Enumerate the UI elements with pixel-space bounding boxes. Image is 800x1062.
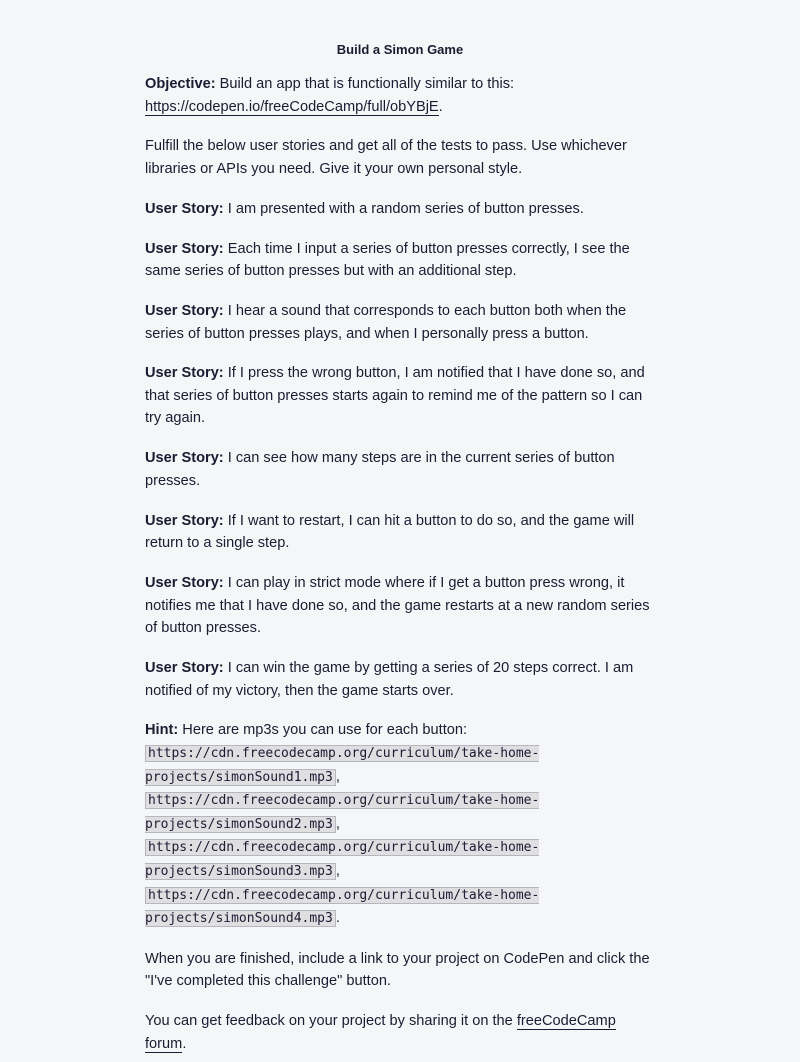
user-story-label: User Story: xyxy=(145,240,224,257)
finished-paragraph: When you are finished, include a link to your project on CodePen and click the "I've completed this challenge" button. xyxy=(145,950,650,990)
sound-url-1: https://cdn.freecodecamp.org/curriculum/take-home-projects/simonSound1.mp3 xyxy=(145,745,540,785)
separator: , xyxy=(335,768,340,785)
feedback-end: . xyxy=(182,1035,187,1052)
forum-link[interactable]: freeCodeCamp forum xyxy=(145,1013,616,1052)
user-story-label: User Story: xyxy=(145,659,224,676)
example-project-link[interactable]: https://codepen.io/freeCodeCamp/full/obYBjE xyxy=(145,98,439,115)
user-story-label: User Story: xyxy=(145,450,224,467)
user-story-text: If I press the wrong button, I am notified that I have done so, and that series of button presses starts again to remind me of the pattern so I can try again. xyxy=(145,365,645,427)
separator: , xyxy=(335,862,340,879)
user-story-label: User Story: xyxy=(145,575,224,591)
user-story-text: I hear a sound that corresponds to each button both when the series of button presses plays, and when I personally press a button. xyxy=(145,302,627,342)
user-story xyxy=(145,572,660,640)
user-story-text: I can see how many steps are in the current series of button presses. xyxy=(145,450,615,489)
intro-paragraph: Fulfill the below user stories and get all of the tests to pass. Use whichever libraries or APIs you need. Give it your own personal style. xyxy=(145,138,627,177)
user-story-label: User Story: xyxy=(145,200,224,217)
page-title: Build a Simon Game xyxy=(336,42,464,57)
user-story-label: User Story: xyxy=(145,512,224,529)
user-story xyxy=(145,510,660,555)
user-story xyxy=(145,300,660,345)
separator: . xyxy=(335,910,340,927)
challenge-description xyxy=(145,73,660,1062)
user-story xyxy=(145,198,660,221)
user-story-label: User Story: xyxy=(145,365,224,382)
objective-paragraph xyxy=(145,73,660,118)
user-story xyxy=(145,362,660,430)
sound-url-4: https://cdn.freecodecamp.org/curriculum/take-home-projects/simonSound4.mp3 xyxy=(145,887,540,927)
sound-url-2: https://cdn.freecodecamp.org/curriculum/take-home-projects/simonSound2.mp3 xyxy=(145,793,540,832)
user-story-text: I can win the game by getting a series of 20 steps correct. I am notified of my victory, then the game starts over. xyxy=(145,659,634,699)
feedback-text: You can get feedback on your project by sharing it on the xyxy=(145,1013,517,1030)
user-story xyxy=(145,238,660,283)
hint-label: Hint: xyxy=(145,722,179,739)
objective-text: Build an app that is functionally similar to this: xyxy=(215,76,515,92)
hint-text: Here are mp3s you can use for each button: xyxy=(178,722,468,739)
user-story-text: I can play in strict mode where if I get a button press wrong, it notifies me that I have done so, and the game restarts at a new random series of button presses. xyxy=(145,575,650,637)
user-story-text: I am presented with a random series of button presses. xyxy=(223,200,584,217)
user-story xyxy=(145,447,660,492)
user-story-text: Each time I input a series of button presses correctly, I see the same series of button presses but with an additional step. xyxy=(145,240,630,280)
sound-url-3: https://cdn.freecodecamp.org/curriculum/take-home-projects/simonSound3.mp3 xyxy=(145,840,540,879)
separator: , xyxy=(335,815,340,832)
hint-paragraph xyxy=(145,719,660,930)
objective-label: Objective: xyxy=(145,76,216,92)
user-story-label: User Story: xyxy=(145,302,224,319)
objective-end: . xyxy=(438,98,443,115)
feedback-paragraph xyxy=(145,1010,660,1055)
user-story xyxy=(145,657,660,702)
user-story-text: If I want to restart, I can hit a button to do so, and the game will return to a single step. xyxy=(145,512,635,552)
